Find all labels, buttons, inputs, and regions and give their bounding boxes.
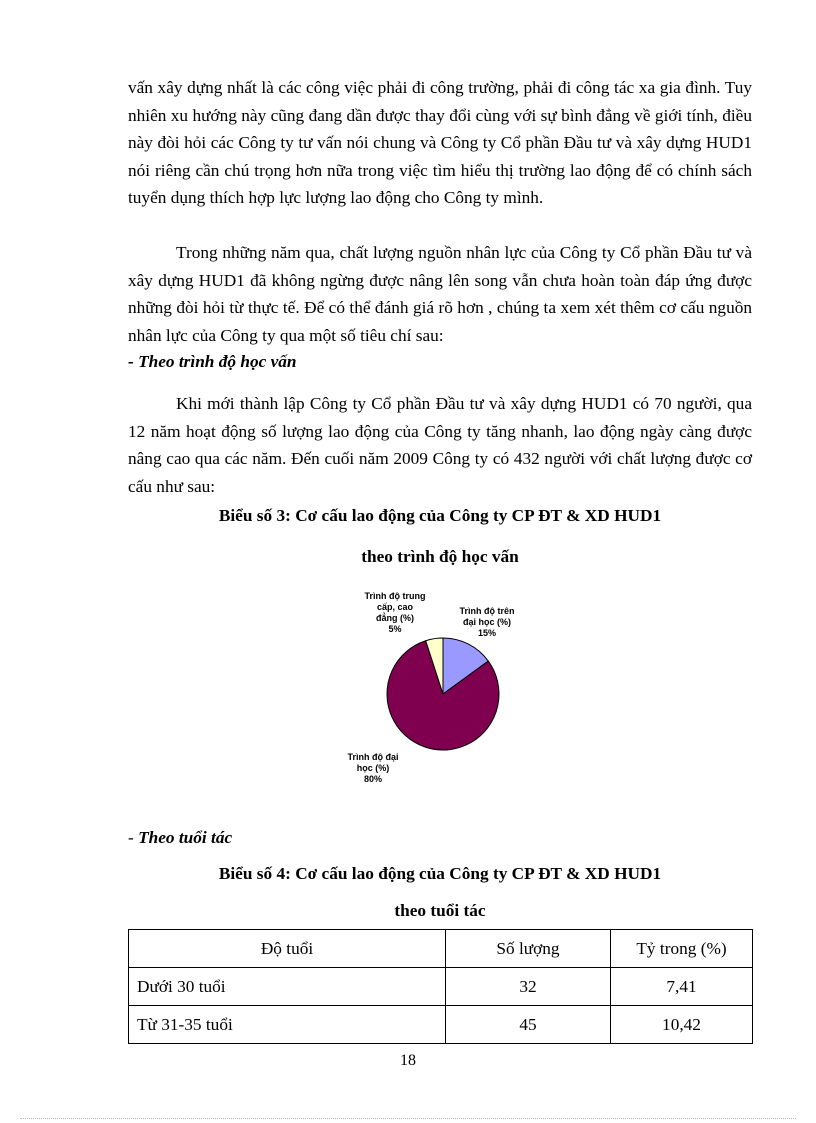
page-number: 18 <box>400 1052 416 1069</box>
section-heading-dash: - <box>128 828 139 847</box>
table-header-cell: Số lượng <box>446 930 611 968</box>
section-heading-age-text: Theo tuổi tác <box>138 828 233 847</box>
pie-slice-label: Trình độ trung cấp, cao đẳng (%) 5% <box>364 591 426 634</box>
table-cell: 10,42 <box>611 1006 753 1044</box>
chart-caption-line1: Biểu số 3: Cơ cấu lao động của Công ty CP ĐT & XD HUD1 <box>218 506 662 525</box>
age-table <box>128 929 753 1044</box>
table-header-cell: Tỷ trong (%) <box>611 930 753 968</box>
education-pie-chart <box>340 588 540 798</box>
table-cell: 7,41 <box>611 968 753 1006</box>
section-heading-education: - Theo trình độ học vấn <box>128 352 297 371</box>
table-cell: Dưới 30 tuổi <box>129 968 446 1006</box>
table-header-cell: Độ tuổi <box>129 930 446 968</box>
chart-caption-line2: theo trình độ học vấn <box>361 547 519 566</box>
table-row <box>129 1006 753 1044</box>
table-row <box>129 968 753 1006</box>
body-paragraph: vấn xây dựng nhất là các công việc phải đi công trường, phải đi công tác xa gia đình. Tuy nhiên xu hướng này cũng đang dần được thay đổi cùng với sự bình đẳng về giới tính, điều này đòi hỏi các Công ty tư vấn nói chung và Công ty Cổ phần Đầu tư và xây dựng HUD1 nói riêng cần chú trọng hơn nữa trong việc tìm hiểu thị trường lao động để có chính sách tuyển dụng thích hợp lực lượng lao động cho Công ty mình. <box>128 78 752 207</box>
pie-slice-label: Trình độ trên đại học (%) 15% <box>459 606 515 638</box>
body-paragraph: Khi mới thành lập Công ty Cổ phần Đầu tư và xây dựng HUD1 có 70 người, qua 12 năm hoạt động số lượng lao động của Công ty tăng nhanh, lao động ngày càng được nâng cao qua các năm. Đến cuối năm 2009 Công ty có 432 người với chất lượng được cơ cấu như sau: <box>128 394 752 496</box>
table-caption-line1: Biểu số 4: Cơ cấu lao động của Công ty CP ĐT & XD HUD1 <box>218 864 662 883</box>
section-heading-age <box>128 828 232 848</box>
pie-slice-label: Trình độ đại học (%) 80% <box>347 752 399 784</box>
table-caption-line2: theo tuổi tác <box>394 901 486 920</box>
table-cell: 45 <box>446 1006 611 1044</box>
body-paragraph: Trong những năm qua, chất lượng nguồn nhân lực của Công ty Cổ phần Đầu tư và xây dựng HUD1 đã không ngừng được nâng lên song vẫn chưa hoàn toàn đáp ứng được những đòi hỏi từ thực tế. Để có thể đánh giá rõ hơn , chúng ta xem xét thêm cơ cấu nguồn nhân lực của Công ty qua một số tiêu chí sau: <box>128 243 752 345</box>
table-cell: 32 <box>446 968 611 1006</box>
table-header-row <box>129 930 753 968</box>
page-bottom-divider <box>20 1118 796 1119</box>
table-cell: Từ 31-35 tuổi <box>129 1006 446 1044</box>
